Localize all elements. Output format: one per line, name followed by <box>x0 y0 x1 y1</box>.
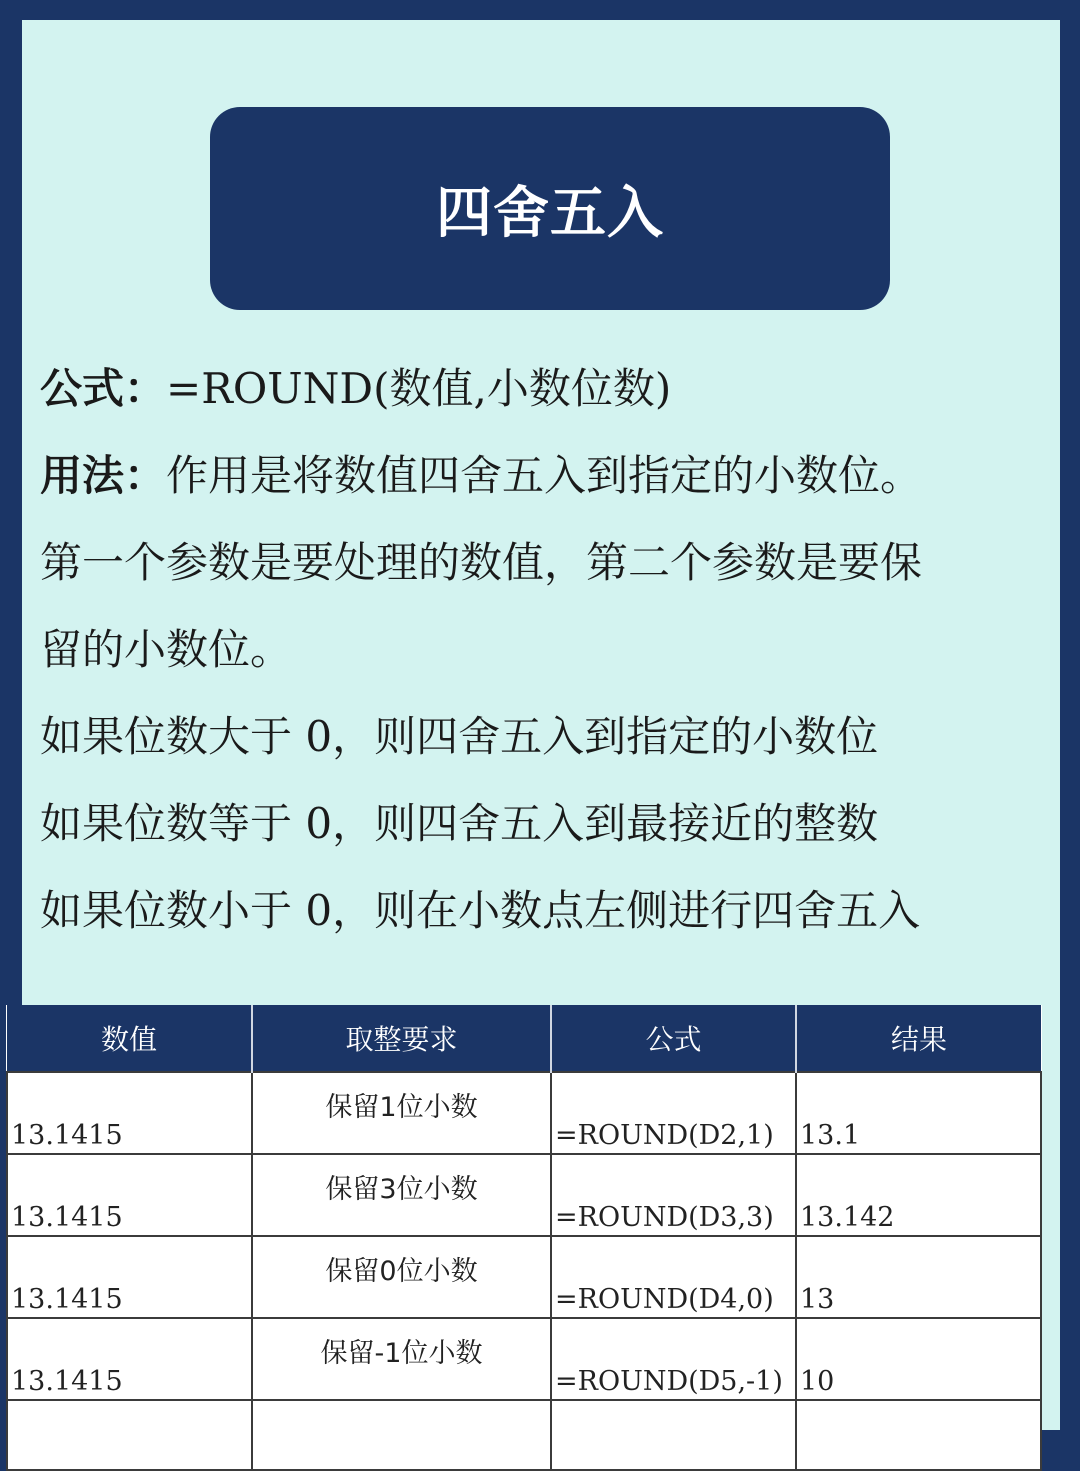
cell-requirement: 保留1位小数 <box>252 1072 551 1154</box>
usage-line <box>40 432 1060 519</box>
header-requirement: 取整要求 <box>252 1005 551 1072</box>
cell-formula: =ROUND(D5,-1) <box>551 1318 796 1400</box>
header-value: 数值 <box>7 1005 252 1072</box>
cell-empty <box>252 1400 551 1470</box>
page-title: 四舍五入 <box>436 180 664 246</box>
cell-formula: =ROUND(D3,3) <box>551 1154 796 1236</box>
cell-result: 13.142 <box>796 1154 1041 1236</box>
cell-formula: =ROUND(D4,0) <box>551 1236 796 1318</box>
usage-text: 作用是将数值四舍五入到指定的小数位。 <box>166 451 923 500</box>
cell-result: 10 <box>796 1318 1041 1400</box>
desc-line-2: 留的小数位。 <box>40 625 293 674</box>
cell-requirement: 保留0位小数 <box>252 1236 551 1318</box>
cell-requirement: 保留3位小数 <box>252 1154 551 1236</box>
desc-line-1: 第一个参数是要处理的数值，第二个参数是要保 <box>40 538 923 587</box>
table-row <box>7 1318 1041 1400</box>
table-row-empty <box>7 1400 1041 1470</box>
cell-empty <box>551 1400 796 1470</box>
table-header-row <box>7 1005 1041 1072</box>
header-formula: 公式 <box>551 1005 796 1072</box>
table-row <box>7 1154 1041 1236</box>
description-block <box>40 345 1060 954</box>
formula-text: =ROUND(数值,小数位数) <box>166 364 672 413</box>
title-banner <box>210 107 890 310</box>
desc-line-3: 如果位数大于 0，则四舍五入到指定的小数位 <box>40 712 879 761</box>
desc-line-4: 如果位数等于 0，则四舍五入到最接近的整数 <box>40 799 879 848</box>
cell-value: 13.1415 <box>7 1154 252 1236</box>
cell-result: 13.1 <box>796 1072 1041 1154</box>
table-row <box>7 1236 1041 1318</box>
cell-empty <box>7 1400 252 1470</box>
formula-line <box>40 345 1060 432</box>
cell-result: 13 <box>796 1236 1041 1318</box>
cell-value: 13.1415 <box>7 1236 252 1318</box>
example-table <box>6 1005 1042 1471</box>
desc-line-5: 如果位数小于 0，则在小数点左侧进行四舍五入 <box>40 886 921 935</box>
cell-value: 13.1415 <box>7 1072 252 1154</box>
usage-label: 用法： <box>40 451 167 500</box>
cell-formula: =ROUND(D2,1) <box>551 1072 796 1154</box>
formula-label: 公式： <box>40 364 167 413</box>
header-result: 结果 <box>796 1005 1041 1072</box>
cell-empty <box>796 1400 1041 1470</box>
table-row <box>7 1072 1041 1154</box>
cell-requirement: 保留-1位小数 <box>252 1318 551 1400</box>
cell-value: 13.1415 <box>7 1318 252 1400</box>
